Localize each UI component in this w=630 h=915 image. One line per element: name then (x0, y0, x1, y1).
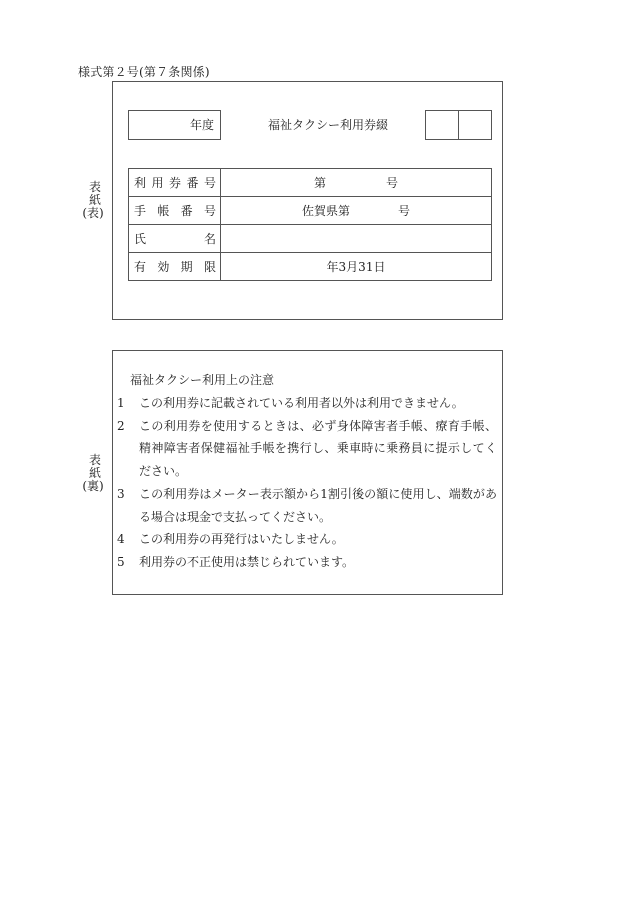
note-text: この利用券を使用するときは、必ず身体障害者手帳、療育手帳、精神障害者保健福祉手帳を携行し、乗車時に乗務員に提示してください。 (139, 418, 497, 479)
back-cover-panel (112, 350, 503, 595)
list-item (117, 551, 497, 574)
row-label-cell (129, 253, 221, 281)
note-text: この利用券の再発行はいたしません。 (139, 532, 344, 547)
side-label-char: 表 (88, 180, 101, 194)
note-text: 利用券の不正使用は禁じられています。 (139, 554, 355, 569)
side-label-paren: (表) (82, 206, 104, 220)
note-number: 1 (117, 396, 125, 410)
side-label-char: 紙 (88, 193, 101, 207)
row-label-cell (129, 225, 221, 253)
note-number: 4 (117, 532, 125, 547)
note-number: 5 (117, 554, 125, 569)
stamp-cell (426, 111, 458, 139)
list-item (117, 415, 497, 483)
ticket-info-table (128, 168, 492, 281)
front-side-label (84, 181, 106, 220)
note-number: 3 (117, 486, 125, 501)
note-text: この利用券はメーター表示額から1割引後の額に使用し、端数がある場合は現金で支払ってください。 (139, 486, 497, 524)
row-label-cell (129, 169, 221, 197)
row-label-cell (129, 197, 221, 225)
note-number: 2 (117, 418, 125, 433)
table-row (129, 253, 492, 281)
table-row (129, 169, 492, 197)
year-box: 年度 (128, 110, 221, 140)
list-item (117, 483, 497, 528)
row-label: 有効期限 (134, 260, 216, 274)
booklet-title: 福祉タクシー利用券綴 (267, 118, 388, 132)
form-number: 様式第２号(第７条関係) (78, 65, 210, 79)
usage-notes (117, 368, 497, 574)
row-value (221, 225, 492, 253)
row-value: 佐賀県第 号 (221, 197, 492, 225)
note-text: この利用券に記載されている利用者以外は利用できません。 (139, 396, 464, 410)
list-item (117, 392, 497, 415)
list-item (117, 528, 497, 551)
row-label: 手帳番号 (134, 204, 216, 218)
side-label-char: 表 (88, 453, 101, 467)
back-side-label (84, 454, 106, 493)
notes-title: 福祉タクシー利用上の注意 (130, 373, 275, 387)
side-label-paren: (裏) (82, 479, 104, 493)
table-row (129, 197, 492, 225)
stamp-cell (458, 111, 491, 139)
row-label: 利用券番号 (134, 176, 216, 190)
side-label-char: 紙 (88, 466, 101, 480)
row-value: 年3月31日 (221, 253, 492, 281)
front-cover-panel (112, 81, 503, 320)
row-value: 第 号 (221, 169, 492, 197)
stamp-box (425, 110, 492, 140)
row-label: 氏名 (134, 232, 216, 246)
table-row (129, 225, 492, 253)
